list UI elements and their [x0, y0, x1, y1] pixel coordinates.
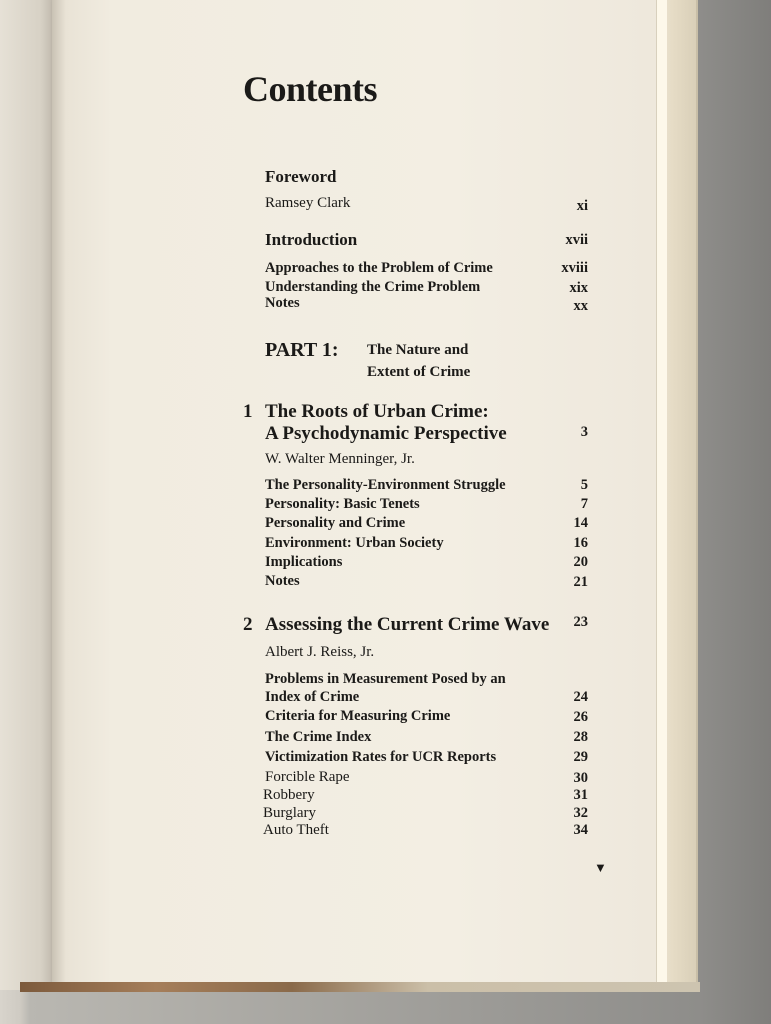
foreword-title: Foreword [265, 167, 337, 186]
list-item-page: 14 [573, 515, 588, 531]
sub-item: Forcible Rape [265, 769, 350, 785]
list-item-page: 21 [573, 574, 588, 590]
sub-item-page: 34 [573, 822, 588, 838]
list-item: Personality and Crime [265, 515, 406, 531]
list-item-page: 20 [573, 554, 588, 570]
chapter-title: Assessing the Current Crime Wave [265, 614, 550, 635]
list-item: Implications [265, 554, 343, 570]
list-item-page: 24 [573, 689, 588, 705]
list-item: The Personality-Environment Struggle [265, 477, 506, 493]
list-item-page: xx [573, 298, 588, 314]
continued-arrow-icon: ▼ [594, 860, 607, 875]
list-item-page: xix [569, 280, 588, 296]
chapter-title-line-2: A Psychodynamic Perspective [265, 423, 507, 444]
list-item-page: 28 [573, 729, 588, 745]
list-item-line-1: Problems in Measurement Posed by an [265, 671, 506, 687]
list-item: Personality: Basic Tenets [265, 496, 420, 512]
list-item: Criteria for Measuring Crime [265, 708, 451, 724]
list-item: Approaches to the Problem of Crime [265, 260, 493, 276]
chapter-author: Albert J. Reiss, Jr. [265, 644, 375, 660]
chapter-title-line-1: The Roots of Urban Crime: [265, 401, 489, 422]
introduction-page: xvii [565, 232, 588, 248]
chapter-number: 2 [243, 614, 253, 635]
part-title-line-2: Extent of Crime [367, 364, 471, 380]
sub-item-page: 30 [573, 770, 588, 786]
introduction-title: Introduction [265, 230, 358, 249]
list-item: Notes [265, 573, 300, 589]
sub-item-page: 32 [573, 805, 588, 821]
chapter-page: 23 [573, 614, 588, 630]
page-title: Contents [243, 69, 378, 109]
sub-item-page: 31 [573, 787, 588, 803]
sub-item: Robbery [263, 787, 315, 803]
list-item-line-2: Index of Crime [265, 689, 360, 705]
list-item: Environment: Urban Society [265, 535, 444, 551]
chapter-number: 1 [243, 401, 253, 422]
list-item-page: xviii [561, 260, 588, 276]
list-item: Notes [265, 295, 300, 311]
list-item-page: 5 [580, 477, 588, 493]
foreword-author: Ramsey Clark [265, 195, 351, 211]
list-item-page: 29 [573, 749, 588, 765]
sub-item: Burglary [263, 805, 317, 821]
list-item: Victimization Rates for UCR Reports [265, 749, 497, 765]
sub-item: Auto Theft [263, 822, 329, 838]
list-item-page: 7 [580, 496, 588, 512]
list-item: Understanding the Crime Problem [265, 279, 481, 295]
chapter-author: W. Walter Menninger, Jr. [265, 451, 415, 467]
list-item-page: 16 [573, 535, 588, 551]
foreword-page: xi [576, 198, 588, 214]
list-item: The Crime Index [265, 729, 372, 745]
part-label: PART 1: [265, 339, 339, 361]
chapter-page: 3 [580, 424, 588, 440]
list-item-page: 26 [573, 709, 588, 725]
part-title-line-1: The Nature and [367, 342, 469, 358]
